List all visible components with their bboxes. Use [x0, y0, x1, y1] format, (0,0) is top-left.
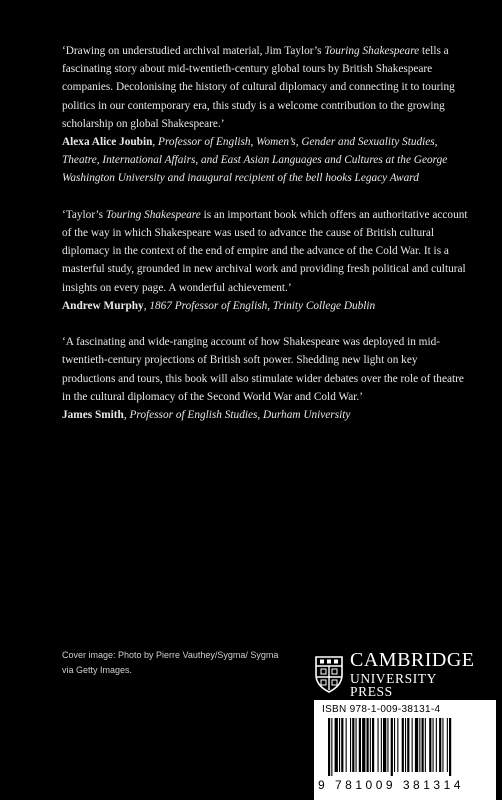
- cover-image-credit: Cover image: Photo by Pierre Vauthey/Sygma/ Sygma via Getty Images.: [62, 650, 279, 675]
- isbn-barcode: [314, 700, 496, 800]
- endorser-role: , Professor of English, Women’s, Gender and Sexuality Studies, Theatre, International Affairs, and East Asian Languages and Cultures at the George Washington University and inaugural recipient of the bell hooks Legacy Award: [62, 136, 448, 185]
- endorser-role: , 1867 Professor of English, Trinity College Dublin: [143, 299, 376, 312]
- publisher-name-main: CAMBRIDGE: [350, 648, 475, 671]
- publisher-name: [350, 650, 482, 699]
- publisher-name-sub: UNIVERSITY PRESS: [350, 670, 437, 699]
- endorsements: [62, 42, 472, 442]
- endorsement-quote: ‘A fascinating and wide-ranging account of how Shakespeare was deployed in mid-twentieth-century projections of British soft power. Shedding new light on key productions and tours, this book will also stimulate wider debates over the role of theatre in the cultural diplomacy of the Second World War and Cold War.’: [62, 336, 464, 403]
- endorsement-attribution: [62, 297, 472, 315]
- isbn-label: ISBN 978-1-009-38131-4: [322, 704, 441, 715]
- endorsement-attribution: [62, 406, 472, 424]
- endorsement-1: [62, 42, 472, 188]
- endorsement-2: [62, 206, 472, 315]
- publisher-logo: [314, 648, 482, 699]
- endorser-name: Alexa Alice Joubin: [62, 136, 153, 149]
- endorser-name: Andrew Murphy: [62, 299, 144, 312]
- barcode-icon: [322, 718, 488, 776]
- endorsement-attribution: [62, 133, 472, 188]
- endorsement-quote: ‘Taylor’s Touring Shakespeare is an important book which offers an authoritative account of the way in which Shakespeare was used to advance the cause of British cultural diplomacy in the context of the end of empire and the advance of the Cold War. It is a masterful study, grounded in new archival work and providing fresh political and cultural insights on every page. A wonderful achievement.’: [62, 208, 468, 294]
- barcode-digits: 9 781009 381314: [318, 778, 464, 792]
- cambridge-crest-icon: [314, 655, 344, 693]
- endorsement-quote: ‘Drawing on understudied archival material, Jim Taylor’s Touring Shakespeare tells a fascinating story about mid-twentieth-century global tours by British Shakespeare companies. Decolonising the history of cultural diplomacy and connecting it to touring politics in our contemporary era, this study is a welcome contribution to the growing scholarship on global Shakespeare.’: [62, 45, 455, 130]
- endorser-name: James Smith: [62, 409, 124, 422]
- endorser-role: , Professor of English Studies, Durham University: [123, 409, 351, 422]
- endorsement-3: [62, 333, 472, 424]
